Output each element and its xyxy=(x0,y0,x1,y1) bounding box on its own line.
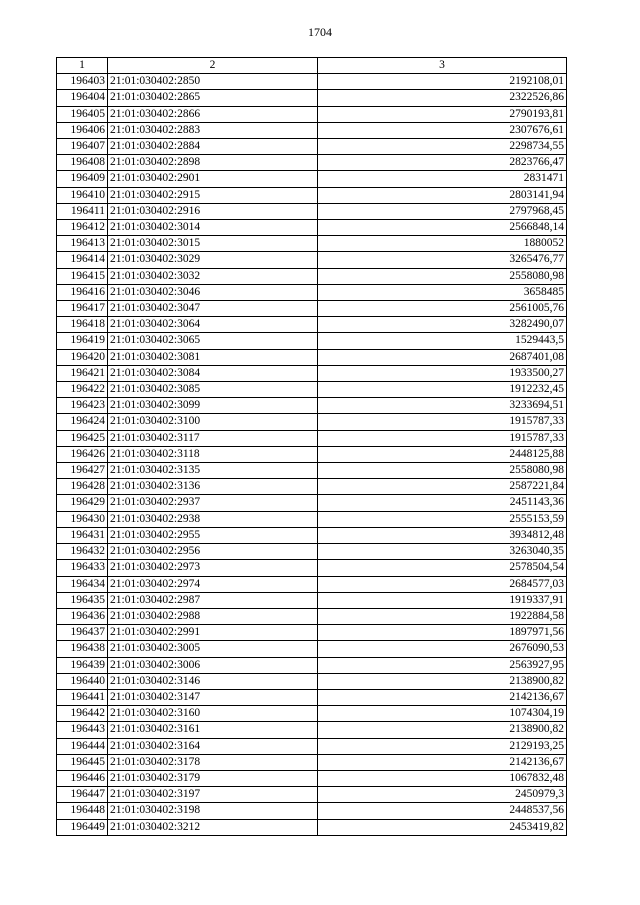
table-row xyxy=(57,446,567,462)
table-body xyxy=(57,74,567,836)
table-row xyxy=(57,333,567,349)
row-number-cell: 196441 xyxy=(57,689,108,705)
value-cell: 2558080,98 xyxy=(318,463,567,479)
value-cell: 2803141,94 xyxy=(318,187,567,203)
row-number-cell: 196432 xyxy=(57,544,108,560)
value-cell: 2129193,25 xyxy=(318,738,567,754)
value-cell: 2561005,76 xyxy=(318,301,567,317)
table-row xyxy=(57,787,567,803)
cadastral-number-cell: 21:01:030402:2974 xyxy=(108,576,318,592)
value-cell: 2451143,36 xyxy=(318,495,567,511)
table-row xyxy=(57,527,567,543)
header-col-1: 1 xyxy=(57,58,108,74)
row-number-cell: 196417 xyxy=(57,301,108,317)
value-cell: 2448537,56 xyxy=(318,803,567,819)
value-cell: 2676090,53 xyxy=(318,641,567,657)
value-cell: 2823766,47 xyxy=(318,155,567,171)
row-number-cell: 196436 xyxy=(57,608,108,624)
table-row xyxy=(57,349,567,365)
row-number-cell: 196410 xyxy=(57,187,108,203)
value-cell: 2448125,88 xyxy=(318,446,567,462)
page-number: 1704 xyxy=(308,25,332,39)
row-number-cell: 196411 xyxy=(57,203,108,219)
cadastral-number-cell: 21:01:030402:2850 xyxy=(108,74,318,90)
value-cell: 1933500,27 xyxy=(318,365,567,381)
table-header xyxy=(57,58,567,74)
row-number-cell: 196413 xyxy=(57,236,108,252)
row-number-cell: 196422 xyxy=(57,382,108,398)
value-cell: 1897971,56 xyxy=(318,625,567,641)
table-row xyxy=(57,673,567,689)
value-cell: 1067832,48 xyxy=(318,770,567,786)
cadastral-number-cell: 21:01:030402:3135 xyxy=(108,463,318,479)
table-row xyxy=(57,252,567,268)
table-row xyxy=(57,689,567,705)
cadastral-number-cell: 21:01:030402:3136 xyxy=(108,479,318,495)
table-row xyxy=(57,365,567,381)
table-row xyxy=(57,608,567,624)
cadastral-number-cell: 21:01:030402:2988 xyxy=(108,608,318,624)
table-row xyxy=(57,803,567,819)
value-cell: 2322526,86 xyxy=(318,90,567,106)
table-row xyxy=(57,220,567,236)
table-row xyxy=(57,754,567,770)
cadastral-number-cell: 21:01:030402:2973 xyxy=(108,560,318,576)
table-row xyxy=(57,641,567,657)
row-number-cell: 196409 xyxy=(57,171,108,187)
cadastral-number-cell: 21:01:030402:3212 xyxy=(108,819,318,835)
cadastral-number-cell: 21:01:030402:3006 xyxy=(108,657,318,673)
table-row xyxy=(57,479,567,495)
value-cell: 1915787,33 xyxy=(318,430,567,446)
cadastral-number-cell: 21:01:030402:3047 xyxy=(108,301,318,317)
cadastral-number-cell: 21:01:030402:2955 xyxy=(108,527,318,543)
row-number-cell: 196424 xyxy=(57,414,108,430)
table-row xyxy=(57,722,567,738)
value-cell: 3265476,77 xyxy=(318,252,567,268)
row-number-cell: 196442 xyxy=(57,706,108,722)
cadastral-number-cell: 21:01:030402:3118 xyxy=(108,446,318,462)
cadastral-number-cell: 21:01:030402:2898 xyxy=(108,155,318,171)
table-row xyxy=(57,398,567,414)
table-row xyxy=(57,625,567,641)
table-row xyxy=(57,463,567,479)
table-row xyxy=(57,657,567,673)
cadastral-number-cell: 21:01:030402:3198 xyxy=(108,803,318,819)
table-row xyxy=(57,155,567,171)
table-row xyxy=(57,592,567,608)
value-cell: 1922884,58 xyxy=(318,608,567,624)
value-cell: 1074304,19 xyxy=(318,706,567,722)
cadastral-number-cell: 21:01:030402:2991 xyxy=(108,625,318,641)
row-number-cell: 196403 xyxy=(57,74,108,90)
header-col-2: 2 xyxy=(108,58,318,74)
cadastral-number-cell: 21:01:030402:3161 xyxy=(108,722,318,738)
value-cell: 2790193,81 xyxy=(318,106,567,122)
row-number-cell: 196443 xyxy=(57,722,108,738)
row-number-cell: 196444 xyxy=(57,738,108,754)
value-cell: 1919337,91 xyxy=(318,592,567,608)
row-number-cell: 196447 xyxy=(57,787,108,803)
row-number-cell: 196431 xyxy=(57,527,108,543)
value-cell: 2307676,61 xyxy=(318,122,567,138)
cadastral-number-cell: 21:01:030402:3029 xyxy=(108,252,318,268)
cadastral-number-cell: 21:01:030402:2866 xyxy=(108,106,318,122)
cadastral-number-cell: 21:01:030402:2883 xyxy=(108,122,318,138)
row-number-cell: 196418 xyxy=(57,317,108,333)
row-number-cell: 196440 xyxy=(57,673,108,689)
cadastral-number-cell: 21:01:030402:3164 xyxy=(108,738,318,754)
table-row xyxy=(57,90,567,106)
cadastral-number-cell: 21:01:030402:3179 xyxy=(108,770,318,786)
header-row xyxy=(57,58,567,74)
value-cell: 2687401,08 xyxy=(318,349,567,365)
row-number-cell: 196434 xyxy=(57,576,108,592)
table-row xyxy=(57,738,567,754)
cadastral-number-cell: 21:01:030402:3065 xyxy=(108,333,318,349)
cadastral-number-cell: 21:01:030402:2916 xyxy=(108,203,318,219)
row-number-cell: 196419 xyxy=(57,333,108,349)
table-row xyxy=(57,414,567,430)
table-row xyxy=(57,576,567,592)
table-row xyxy=(57,139,567,155)
cadastral-number-cell: 21:01:030402:3015 xyxy=(108,236,318,252)
row-number-cell: 196449 xyxy=(57,819,108,835)
table-row xyxy=(57,317,567,333)
row-number-cell: 196407 xyxy=(57,139,108,155)
table-row xyxy=(57,236,567,252)
table-row xyxy=(57,544,567,560)
header-col-3: 3 xyxy=(318,58,567,74)
row-number-cell: 196428 xyxy=(57,479,108,495)
value-cell: 2142136,67 xyxy=(318,754,567,770)
cadastral-number-cell: 21:01:030402:3099 xyxy=(108,398,318,414)
table-row xyxy=(57,560,567,576)
table-row xyxy=(57,268,567,284)
value-cell: 2684577,03 xyxy=(318,576,567,592)
cadastral-number-cell: 21:01:030402:3100 xyxy=(108,414,318,430)
value-cell: 2138900,82 xyxy=(318,673,567,689)
row-number-cell: 196448 xyxy=(57,803,108,819)
cadastral-number-cell: 21:01:030402:3178 xyxy=(108,754,318,770)
value-cell: 1912232,45 xyxy=(318,382,567,398)
row-number-cell: 196437 xyxy=(57,625,108,641)
cadastral-number-cell: 21:01:030402:3117 xyxy=(108,430,318,446)
value-cell: 2298734,55 xyxy=(318,139,567,155)
row-number-cell: 196426 xyxy=(57,446,108,462)
row-number-cell: 196420 xyxy=(57,349,108,365)
table-row xyxy=(57,770,567,786)
cadastral-number-cell: 21:01:030402:2865 xyxy=(108,90,318,106)
table-row xyxy=(57,122,567,138)
cadastral-number-cell: 21:01:030402:2884 xyxy=(108,139,318,155)
cadastral-number-cell: 21:01:030402:3081 xyxy=(108,349,318,365)
row-number-cell: 196412 xyxy=(57,220,108,236)
value-cell: 1529443,5 xyxy=(318,333,567,349)
table-row xyxy=(57,511,567,527)
table-row xyxy=(57,430,567,446)
table-row xyxy=(57,495,567,511)
row-number-cell: 196421 xyxy=(57,365,108,381)
cadastral-number-cell: 21:01:030402:3014 xyxy=(108,220,318,236)
cadastral-number-cell: 21:01:030402:3197 xyxy=(108,787,318,803)
row-number-cell: 196439 xyxy=(57,657,108,673)
row-number-cell: 196429 xyxy=(57,495,108,511)
table-row xyxy=(57,187,567,203)
value-cell: 2450979,3 xyxy=(318,787,567,803)
row-number-cell: 196427 xyxy=(57,463,108,479)
value-cell: 1915787,33 xyxy=(318,414,567,430)
value-cell: 3282490,07 xyxy=(318,317,567,333)
cadastral-number-cell: 21:01:030402:3032 xyxy=(108,268,318,284)
value-cell: 2578504,54 xyxy=(318,560,567,576)
row-number-cell: 196445 xyxy=(57,754,108,770)
table-row xyxy=(57,819,567,835)
row-number-cell: 196406 xyxy=(57,122,108,138)
row-number-cell: 196415 xyxy=(57,268,108,284)
row-number-cell: 196404 xyxy=(57,90,108,106)
table-row xyxy=(57,106,567,122)
cadastral-number-cell: 21:01:030402:2915 xyxy=(108,187,318,203)
value-cell: 2555153,59 xyxy=(318,511,567,527)
table-row xyxy=(57,284,567,300)
cadastral-number-cell: 21:01:030402:2938 xyxy=(108,511,318,527)
table-row xyxy=(57,171,567,187)
value-cell: 2797968,45 xyxy=(318,203,567,219)
row-number-cell: 196425 xyxy=(57,430,108,446)
row-number-cell: 196446 xyxy=(57,770,108,786)
table-row xyxy=(57,74,567,90)
value-cell: 3233694,51 xyxy=(318,398,567,414)
cadastral-number-cell: 21:01:030402:3160 xyxy=(108,706,318,722)
cadastral-number-cell: 21:01:030402:3085 xyxy=(108,382,318,398)
row-number-cell: 196408 xyxy=(57,155,108,171)
cadastral-number-cell: 21:01:030402:2937 xyxy=(108,495,318,511)
value-cell: 3263040,35 xyxy=(318,544,567,560)
row-number-cell: 196430 xyxy=(57,511,108,527)
cadastral-number-cell: 21:01:030402:2901 xyxy=(108,171,318,187)
cadastral-number-cell: 21:01:030402:2987 xyxy=(108,592,318,608)
row-number-cell: 196405 xyxy=(57,106,108,122)
row-number-cell: 196438 xyxy=(57,641,108,657)
cadastral-number-cell: 21:01:030402:3046 xyxy=(108,284,318,300)
cadastral-number-cell: 21:01:030402:3084 xyxy=(108,365,318,381)
value-cell: 2138900,82 xyxy=(318,722,567,738)
value-cell: 3658485 xyxy=(318,284,567,300)
value-cell: 2831471 xyxy=(318,171,567,187)
table-row xyxy=(57,203,567,219)
cadastral-number-cell: 21:01:030402:2956 xyxy=(108,544,318,560)
value-cell: 2563927,95 xyxy=(318,657,567,673)
cadastral-number-cell: 21:01:030402:3147 xyxy=(108,689,318,705)
row-number-cell: 196416 xyxy=(57,284,108,300)
row-number-cell: 196435 xyxy=(57,592,108,608)
value-cell: 2453419,82 xyxy=(318,819,567,835)
value-cell: 2192108,01 xyxy=(318,74,567,90)
data-table xyxy=(56,57,567,836)
value-cell: 2566848,14 xyxy=(318,220,567,236)
table-row xyxy=(57,706,567,722)
row-number-cell: 196414 xyxy=(57,252,108,268)
cadastral-number-cell: 21:01:030402:3064 xyxy=(108,317,318,333)
value-cell: 3934812,48 xyxy=(318,527,567,543)
table-row xyxy=(57,301,567,317)
row-number-cell: 196423 xyxy=(57,398,108,414)
cadastral-number-cell: 21:01:030402:3005 xyxy=(108,641,318,657)
value-cell: 2587221,84 xyxy=(318,479,567,495)
value-cell: 1880052 xyxy=(318,236,567,252)
value-cell: 2142136,67 xyxy=(318,689,567,705)
table-row xyxy=(57,382,567,398)
cadastral-number-cell: 21:01:030402:3146 xyxy=(108,673,318,689)
value-cell: 2558080,98 xyxy=(318,268,567,284)
row-number-cell: 196433 xyxy=(57,560,108,576)
